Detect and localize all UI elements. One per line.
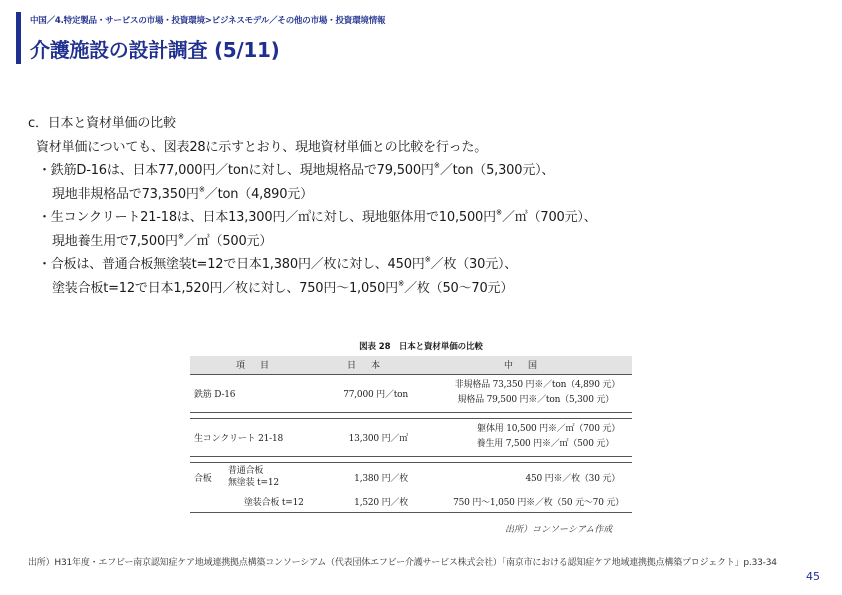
table-row-rebar [190,374,632,412]
figure-source: 出所）コンソーシアム作成 [505,525,613,535]
price-comparison-table [190,356,632,513]
table-row-plywood-coated [190,492,632,512]
bullet-rebar-line1: ・鉄筋D-16は、日本77,000円／tonに対し、現地規格品で79,500円※／ton（5,300元）、 [38,161,555,178]
note-mark: ※ [495,208,502,217]
page-number: 45 [806,570,820,583]
bullet-plywood-line2: 塗装合板t=12で日本1,520円／枚に対し、750円～1,050円※／枚（50～70元） [52,278,514,296]
page-title: 介護施設の設計調査 (5/11) [30,38,280,62]
cell-japan: 1,380 円／枚 [354,473,408,484]
cell-japan: 77,000 円／ton [318,374,412,412]
column-header-item: 項 目 [190,356,318,374]
cell-japan: 13,300 円／㎡ [318,418,412,456]
cell-item: 鉄筋 D-16 [190,374,318,412]
table-row-plywood-plain [190,462,632,492]
cell-item: 塗装合板 t=12 [190,492,318,512]
table-header-row [190,356,632,374]
cell-item: 生コンクリート 21-18 [190,418,318,456]
note-mark: ※ [198,184,205,194]
footnote: 出所）H31年度・エフビー南京認知症ケア地域連携拠点構築コンソーシアム（代表団体エフビー介護サービス株式会社）「南京市における認知症ケア地域連携拠点構築プロジェクト」p.33-34 [28,558,777,568]
title-accent-bar [16,12,21,64]
bullet-rebar-line2: 現地非規格品で73,350円※／ton（4,890元） [52,184,313,202]
body-text [28,112,828,300]
cell-china: 450 円※／枚（30 元） [525,473,620,484]
breadcrumb: 中国／4.特定製品・サービスの市場・投資環境>ビジネスモデル／その他の市場・投資環境情報 [30,16,386,26]
section-intro: 資材単価についても、図表28に示すとおり、現地資材単価との比較を行った。 [36,139,488,155]
note-mark: ※ [397,278,405,288]
cell-china: 躯体用 10,500 円※／㎡（700 元） 養生用 7,500 円※／㎡（500 元） [412,418,632,456]
table-row-concrete [190,418,632,456]
cell-item: 合板 普通合板 無塗装 t=12 [194,466,279,489]
bullet-concrete-line2: 現地養生用で7,500円※／㎥（500元） [52,231,273,249]
plywood-group-label: 合板 [194,473,212,484]
bullet-concrete-line1: ・生コンクリート21-18は、日本13,300円／㎥に対し、現地躯体用で10,500円※／㎥（700元）、 [38,208,597,225]
cell-china: 非規格品 73,350 円※／ton（4,890 元） 規格品 79,500 円※／ton（5,300 元） [412,374,632,412]
cell-japan: 1,520 円／枚 [318,492,412,512]
cell-china: 750 円～1,050 円※／枚（50 元～70 元） [412,492,632,512]
figure-caption: 図表 28 日本と資材単価の比較 [359,342,483,352]
column-header-china: 中 国 [412,356,632,374]
note-mark: ※ [424,255,431,264]
column-header-japan: 日 本 [318,356,412,374]
section-heading: c．日本と資材単価の比較 [28,116,176,131]
note-mark: ※ [177,231,184,241]
note-mark: ※ [433,161,440,170]
bullet-plywood-line1: ・合板は、普通合板無塗装t=12で日本1,380円／枚に対し、450円※／枚（30元）、 [38,255,518,272]
